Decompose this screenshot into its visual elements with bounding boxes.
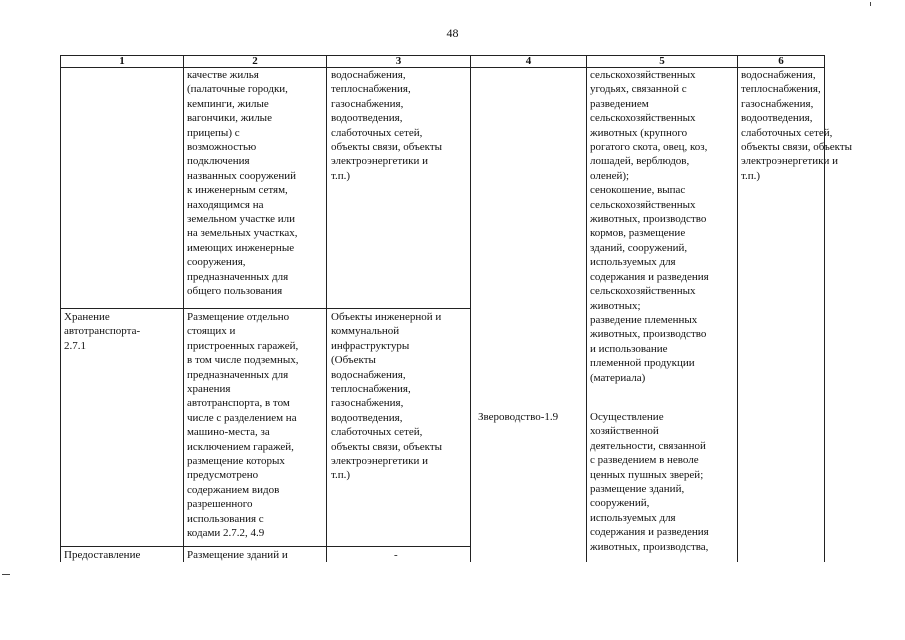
row-border-1 — [60, 308, 470, 309]
header-col-6: 6 — [778, 55, 784, 67]
cell-c5-lower: Осуществление хозяйственной деятельности, связанной с разведением в неволе ценных пушных зверей; размещение зданий, сооружений, используемых для содержания и разведения животных, производства, — [590, 411, 709, 553]
row-border-2 — [60, 546, 470, 547]
cell-c4-zverovodstvo: Звероводство-1.9 — [478, 411, 559, 423]
scan-mark-top-right — [870, 2, 871, 6]
cell-r2-c2: Размещение отдельно стоящих и пристроенных гаражей, в том числе подземных, предназначенных для хранения автотранспорта, в том числе с разделением на машино-места, за исключением гаражей, размещение которых предусмотрено содержанием видов разрешенного использования с кодами 2.7.2, 4.9 — [187, 311, 299, 540]
header-col-1: 1 — [119, 55, 125, 67]
cell-r3-c1: Предоставление — [64, 549, 141, 561]
cell-r2-c3: Объекты инженерной и коммунальной инфраструктуры (Объекты водоснабжения, теплоснабжения, газоснабжения, водоотведения, слаботочных сетей, объекты связи, объекты электроэнергетики и т.п.) — [331, 311, 443, 482]
header-col-3: 3 — [395, 55, 402, 67]
scan-mark-left — [2, 574, 10, 575]
col-border-3 — [470, 55, 471, 562]
cell-c6: водоснабжения, теплоснабжения, газоснабжения, водоотведения, слаботочных сетей, объекты связи, объекты электроэнергетики и т.п.) — [741, 69, 853, 182]
col-border-4 — [586, 55, 587, 562]
cell-r1-c3: водоснабжения, теплоснабжения, газоснабжения, водоотведения, слаботочных сетей, объекты связи, объекты электроэнергетики и т.п.) — [331, 69, 443, 182]
header-col-2: 2 — [252, 55, 258, 67]
cell-c5-upper: сельскохозяйственных угодьях, связанной с разведением сельскохозяйственных животных (крупного рогатого скота, овец, коз, лошадей, верблюдов, оленей); сенокошение, выпас сельскохозяйственных животных, производство кормов, размещение зданий, сооружений, используемых для содержания и разведения сельскохозяйственных животных; разведение племенных животных, производство и использование племенной продукции (материала) — [590, 69, 709, 384]
cell-r2-c1: Хранение автотранспорта- 2.7.1 — [64, 311, 141, 352]
cell-r3-c2: Размещение зданий и — [187, 549, 288, 561]
header-col-4: 4 — [525, 55, 532, 67]
page-number: 48 — [446, 26, 459, 40]
cell-r1-c2: качестве жилья (палаточные городки, кемпинги, жилые вагончики, жилые прицепы) с возможностью подключения названных сооружений к инженерным сетям, находящимся на земельном участке или на земельных участках, имеющих инженерные сооружения, предназначенных для общего пользования — [187, 69, 298, 298]
cell-r3-c3: - — [394, 549, 398, 561]
col-border-5 — [737, 55, 738, 562]
header-col-5: 5 — [659, 55, 665, 67]
header-bottom-border — [60, 67, 825, 68]
